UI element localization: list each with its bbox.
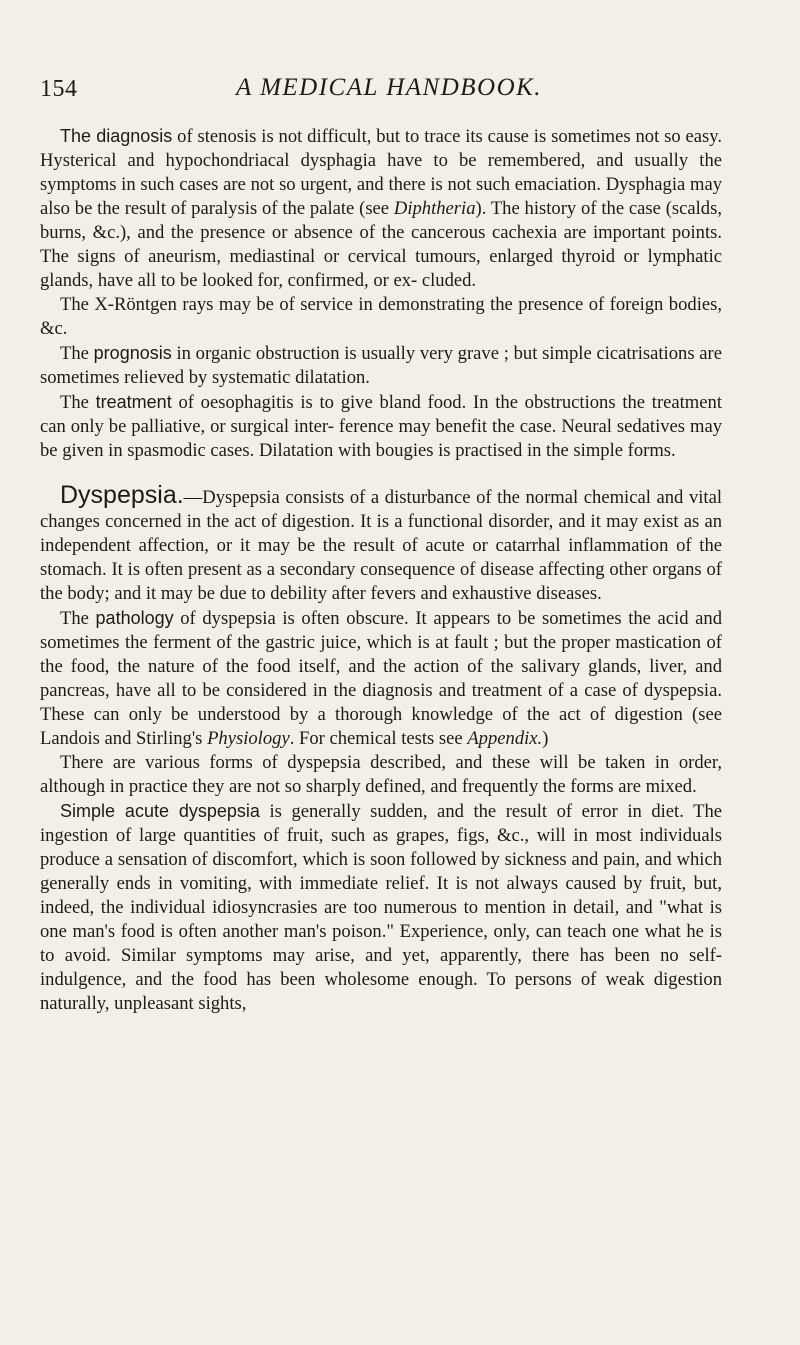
- italic-reference: Appendix.: [467, 728, 543, 749]
- keyword-prognosis: prognosis: [93, 343, 172, 363]
- paragraph-forms: There are various forms of dyspepsia described, and these will be taken in order, although in practice they are not so sharply defined, and frequently the forms are mixed.: [40, 752, 722, 797]
- italic-reference: Physiology: [207, 728, 290, 749]
- paragraph-prognosis: The prognosis in organic obstruction is usually very grave ; but simple cicatrisations are sometimes relieved by systematic dilatation.: [40, 343, 722, 388]
- running-head: [40, 38, 722, 102]
- page-number: 154: [40, 76, 78, 102]
- paragraph-simple-acute: Simple acute dyspepsia is generally sudden, and the result of error in diet. The ingestion of large quantities of fruit, such as grapes, figs, &c., will in most individuals produce a sensation of discomfort, which is soon followed by sickness and pain, and which generally ends in vomiting, with immediate relief. It is not always caused by fruit, but, indeed, the individual idiosyncrasies are too numerous to mention in detail, and "what is one man's food is often another man's poison." Experience, only, can teach one what he is to avoid. Similar symptoms may arise, and yet, apparently, there has been no self-indulgence, and the food has been wholesome enough. To persons of weak digestion naturally, unpleasant sights,: [40, 801, 723, 1014]
- section-heading: Dyspepsia.: [60, 481, 184, 509]
- keyword-pathology: pathology: [95, 608, 174, 628]
- paragraph-diagnosis: The diagnosis of stenosis is not difficult, but to trace its cause is sometimes not so easy. Hysterical and hypochondriacal dysphagia have to be remembered, and usually the symptoms in such cases are not so urgent, and there is not such emaciation. Dysphagia may also be the result of paralysis of the palate (see Diphtheria). The history of the case (scalds, burns, &c.), and the presence or absence of the cancerous cachexia are important points. The signs of aneurism, mediastinal or cervical tumours, enlarged thyroid or lymphatic glands, have all to be looked for, confirmed, or ex- cluded.: [40, 126, 722, 291]
- paragraph-dyspepsia: Dyspepsia.—Dyspepsia consists of a disturbance of the normal chemical and vital changes concerned in the act of digestion. It is a functional disorder, and it may exist as an independent affection, or it may be the result of acute or catarrhal inflammation of the stomach. It is often present as a secondary consequence of disease affecting other organs of the body; and it may be due to debility after fevers and exhaustive diseases.: [40, 481, 722, 604]
- paragraph-pathology: The pathology of dyspepsia is often obscure. It appears to be sometimes the acid and sometimes the ferment of the gastric juice, which is at fault ; but the proper mastication of the food, the nature of the food itself, and the action of the salivary glands, liver, and pancreas, have all to be considered in the diagnosis and treatment of a case of dyspepsia. These can only be understood by a thorough knowledge of the act of digestion (see Landois and Stirling's Physiology. For chemical tests see Appendix.): [40, 608, 722, 749]
- italic-reference: Diphtheria: [393, 198, 476, 219]
- keyword-simple-acute: Simple acute dyspepsia: [60, 801, 260, 821]
- body-text: [40, 124, 722, 1016]
- keyword-treatment: treatment: [95, 392, 172, 412]
- paragraph-xray: The X-Röntgen rays may be of service in demonstrating the presence of foreign bodies, &c.: [40, 294, 722, 339]
- running-title: A MEDICAL HANDBOOK.: [236, 74, 543, 101]
- paragraph-treatment: The treatment of oesophagitis is to give bland food. In the obstructions the treatment can only be palliative, or surgical inter- ference may benefit the case. Neural sedatives may be given in spasmodic cases. Dilatation with bougies is practised in the simple forms.: [40, 392, 722, 461]
- keyword-diagnosis: The diagnosis: [60, 126, 173, 146]
